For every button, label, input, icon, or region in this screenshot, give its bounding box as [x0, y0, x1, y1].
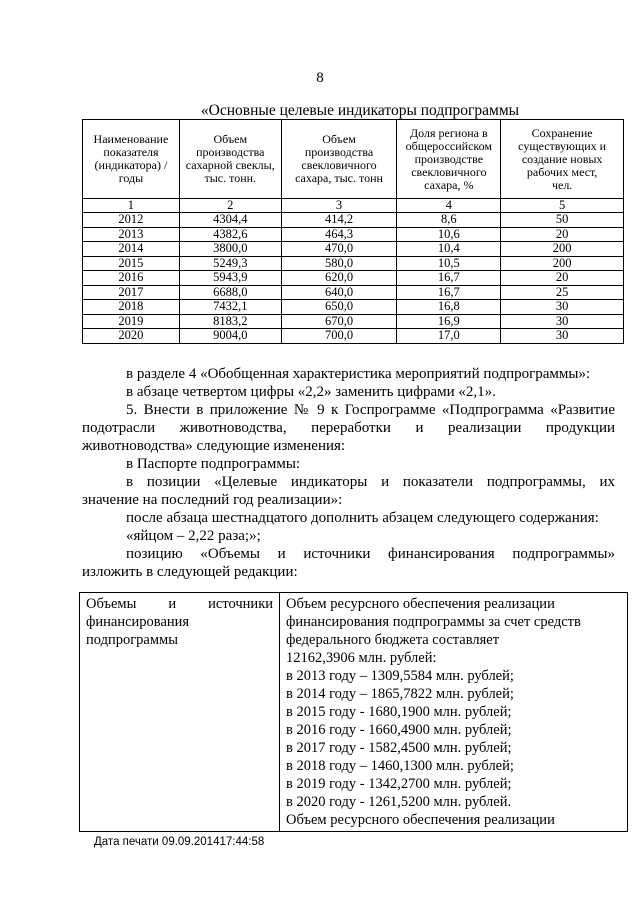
- table-cell: 2019: [83, 314, 180, 329]
- column-number: 3: [281, 199, 397, 213]
- paragraph-section4: в разделе 4 «Обобщенная характеристика мероприятий подпрограммы»:: [126, 366, 591, 382]
- table-cell: 640,0: [281, 285, 397, 300]
- column-number-row: [83, 199, 624, 213]
- column-number: 5: [501, 199, 624, 213]
- table-cell: 30: [501, 329, 624, 344]
- table-cell: 16,7: [397, 271, 501, 286]
- finance-left-cell: Объемы и источники финансирования подпрограммы: [80, 593, 280, 832]
- table-cell: 700,0: [281, 329, 397, 344]
- table-cell: 650,0: [281, 300, 397, 315]
- table-cell: 620,0: [281, 271, 397, 286]
- table-cell: 9004,0: [179, 329, 281, 344]
- table-title: «Основные целевые индикаторы подпрограммы: [200, 102, 520, 119]
- table-cell: 8,6: [397, 213, 501, 228]
- page-number: 8: [316, 70, 324, 86]
- table-cell: 2014: [83, 242, 180, 257]
- header-sugar-volume: Объем производства свекловичного сахара, тыс. тонн: [281, 120, 397, 199]
- header-indicator-name: Наименование показателя (индикатора) / годы: [83, 120, 180, 199]
- table-cell: 17,0: [397, 329, 501, 344]
- table-cell: 2012: [83, 213, 180, 228]
- table-row: [83, 271, 624, 286]
- table-row: [83, 300, 624, 315]
- table-cell: 2016: [83, 271, 180, 286]
- table-cell: 200: [501, 242, 624, 257]
- table-cell: 580,0: [281, 256, 397, 271]
- table-row: [83, 227, 624, 242]
- table-cell: 30: [501, 314, 624, 329]
- table-cell: 25: [501, 285, 624, 300]
- paragraph-finance-line2: изложить в следующей редакции:: [82, 564, 298, 580]
- table-cell: 4382,6: [179, 227, 281, 242]
- table-cell: 2013: [83, 227, 180, 242]
- column-number: 4: [397, 199, 501, 213]
- paragraph-appendix9-line3: животноводства» следующие изменения:: [82, 438, 346, 454]
- paragraph-after-abzac: после абзаца шестнадцатого дополнить абзацем следующего содержания:: [126, 510, 599, 526]
- table-cell: 2020: [83, 329, 180, 344]
- table-cell: 16,7: [397, 285, 501, 300]
- table-row: [83, 256, 624, 271]
- table-row: [83, 314, 624, 329]
- header-region-share: Доля региона в общероссийском производстве свекловичного сахара, %: [397, 120, 501, 199]
- table-cell: 10,6: [397, 227, 501, 242]
- paragraph-position-line1: в позиции «Целевые индикаторы и показатели подпрограммы, их: [126, 474, 615, 490]
- finance-table: [79, 592, 628, 832]
- table-cell: 670,0: [281, 314, 397, 329]
- paragraph-appendix9-line1: 5. Внести в приложение № 9 к Госпрограмме «Подпрограмма «Развитие: [126, 402, 615, 418]
- table-cell: 7432,1: [179, 300, 281, 315]
- table-cell: 16,8: [397, 300, 501, 315]
- table-cell: 8183,2: [179, 314, 281, 329]
- paragraph-finance-line1: позицию «Объемы и источники финансирования подпрограммы»: [126, 546, 615, 562]
- table-cell: 2018: [83, 300, 180, 315]
- header-jobs: Сохранение существующих и создание новых рабочих мест, чел.: [501, 120, 624, 199]
- table-cell: 20: [501, 271, 624, 286]
- indicators-header-row: [83, 120, 624, 199]
- paragraph-position-line2: значение на последний год реализации»:: [82, 492, 343, 508]
- table-cell: 3800,0: [179, 242, 281, 257]
- table-cell: 5249,3: [179, 256, 281, 271]
- column-number: 2: [179, 199, 281, 213]
- paragraph-appendix9-line2: подотрасли животноводства, переработки и реализации продукции: [82, 420, 615, 436]
- table-row: [83, 242, 624, 257]
- table-cell: 464,3: [281, 227, 397, 242]
- table-row: [83, 285, 624, 300]
- finance-right-cell: Объем ресурсного обеспечения реализации финансирования подпрограммы за счет средств федерального бюджета составляет 12162,3906 млн. рублей: в 2013 году – 1309,5584 млн. рублей; в 2014 году – 1865,7822 млн. рублей; в 2015 году - 1680,1900 млн. рублей; в 2016 году - 1660,4900 млн. рублей; в 2017 году - 1582,4500 млн. рублей; в 2018 году – 1460,1300 млн. рублей; в 2019 году - 1342,2700 млн. рублей; в 2020 году - 1261,5200 млн. рублей. Объем ресурсного обеспечения реализации: [280, 593, 628, 832]
- finance-row: [80, 593, 628, 832]
- table-cell: 2017: [83, 285, 180, 300]
- table-cell: 16,9: [397, 314, 501, 329]
- paragraph-replace-digits: в абзаце четвертом цифры «2,2» заменить цифрами «2,1».: [126, 384, 496, 400]
- print-date: Дата печати 09.09.201417:44:58: [94, 836, 265, 848]
- table-cell: 4304,4: [179, 213, 281, 228]
- paragraph-passport: в Паспорте подпрограммы:: [126, 456, 301, 472]
- table-cell: 5943,9: [179, 271, 281, 286]
- table-cell: 20: [501, 227, 624, 242]
- table-cell: 10,5: [397, 256, 501, 271]
- table-cell: 10,4: [397, 242, 501, 257]
- table-row: [83, 329, 624, 344]
- table-cell: 414,2: [281, 213, 397, 228]
- table-cell: 2015: [83, 256, 180, 271]
- table-row: [83, 213, 624, 228]
- indicators-table: [82, 119, 624, 344]
- table-cell: 6688,0: [179, 285, 281, 300]
- table-cell: 50: [501, 213, 624, 228]
- table-cell: 30: [501, 300, 624, 315]
- table-cell: 200: [501, 256, 624, 271]
- table-cell: 470,0: [281, 242, 397, 257]
- paragraph-eggs: «яйцом – 2,22 раза;»;: [126, 528, 261, 544]
- column-number: 1: [83, 199, 180, 213]
- header-beet-volume: Объем производства сахарной свеклы, тыс. тонн.: [179, 120, 281, 199]
